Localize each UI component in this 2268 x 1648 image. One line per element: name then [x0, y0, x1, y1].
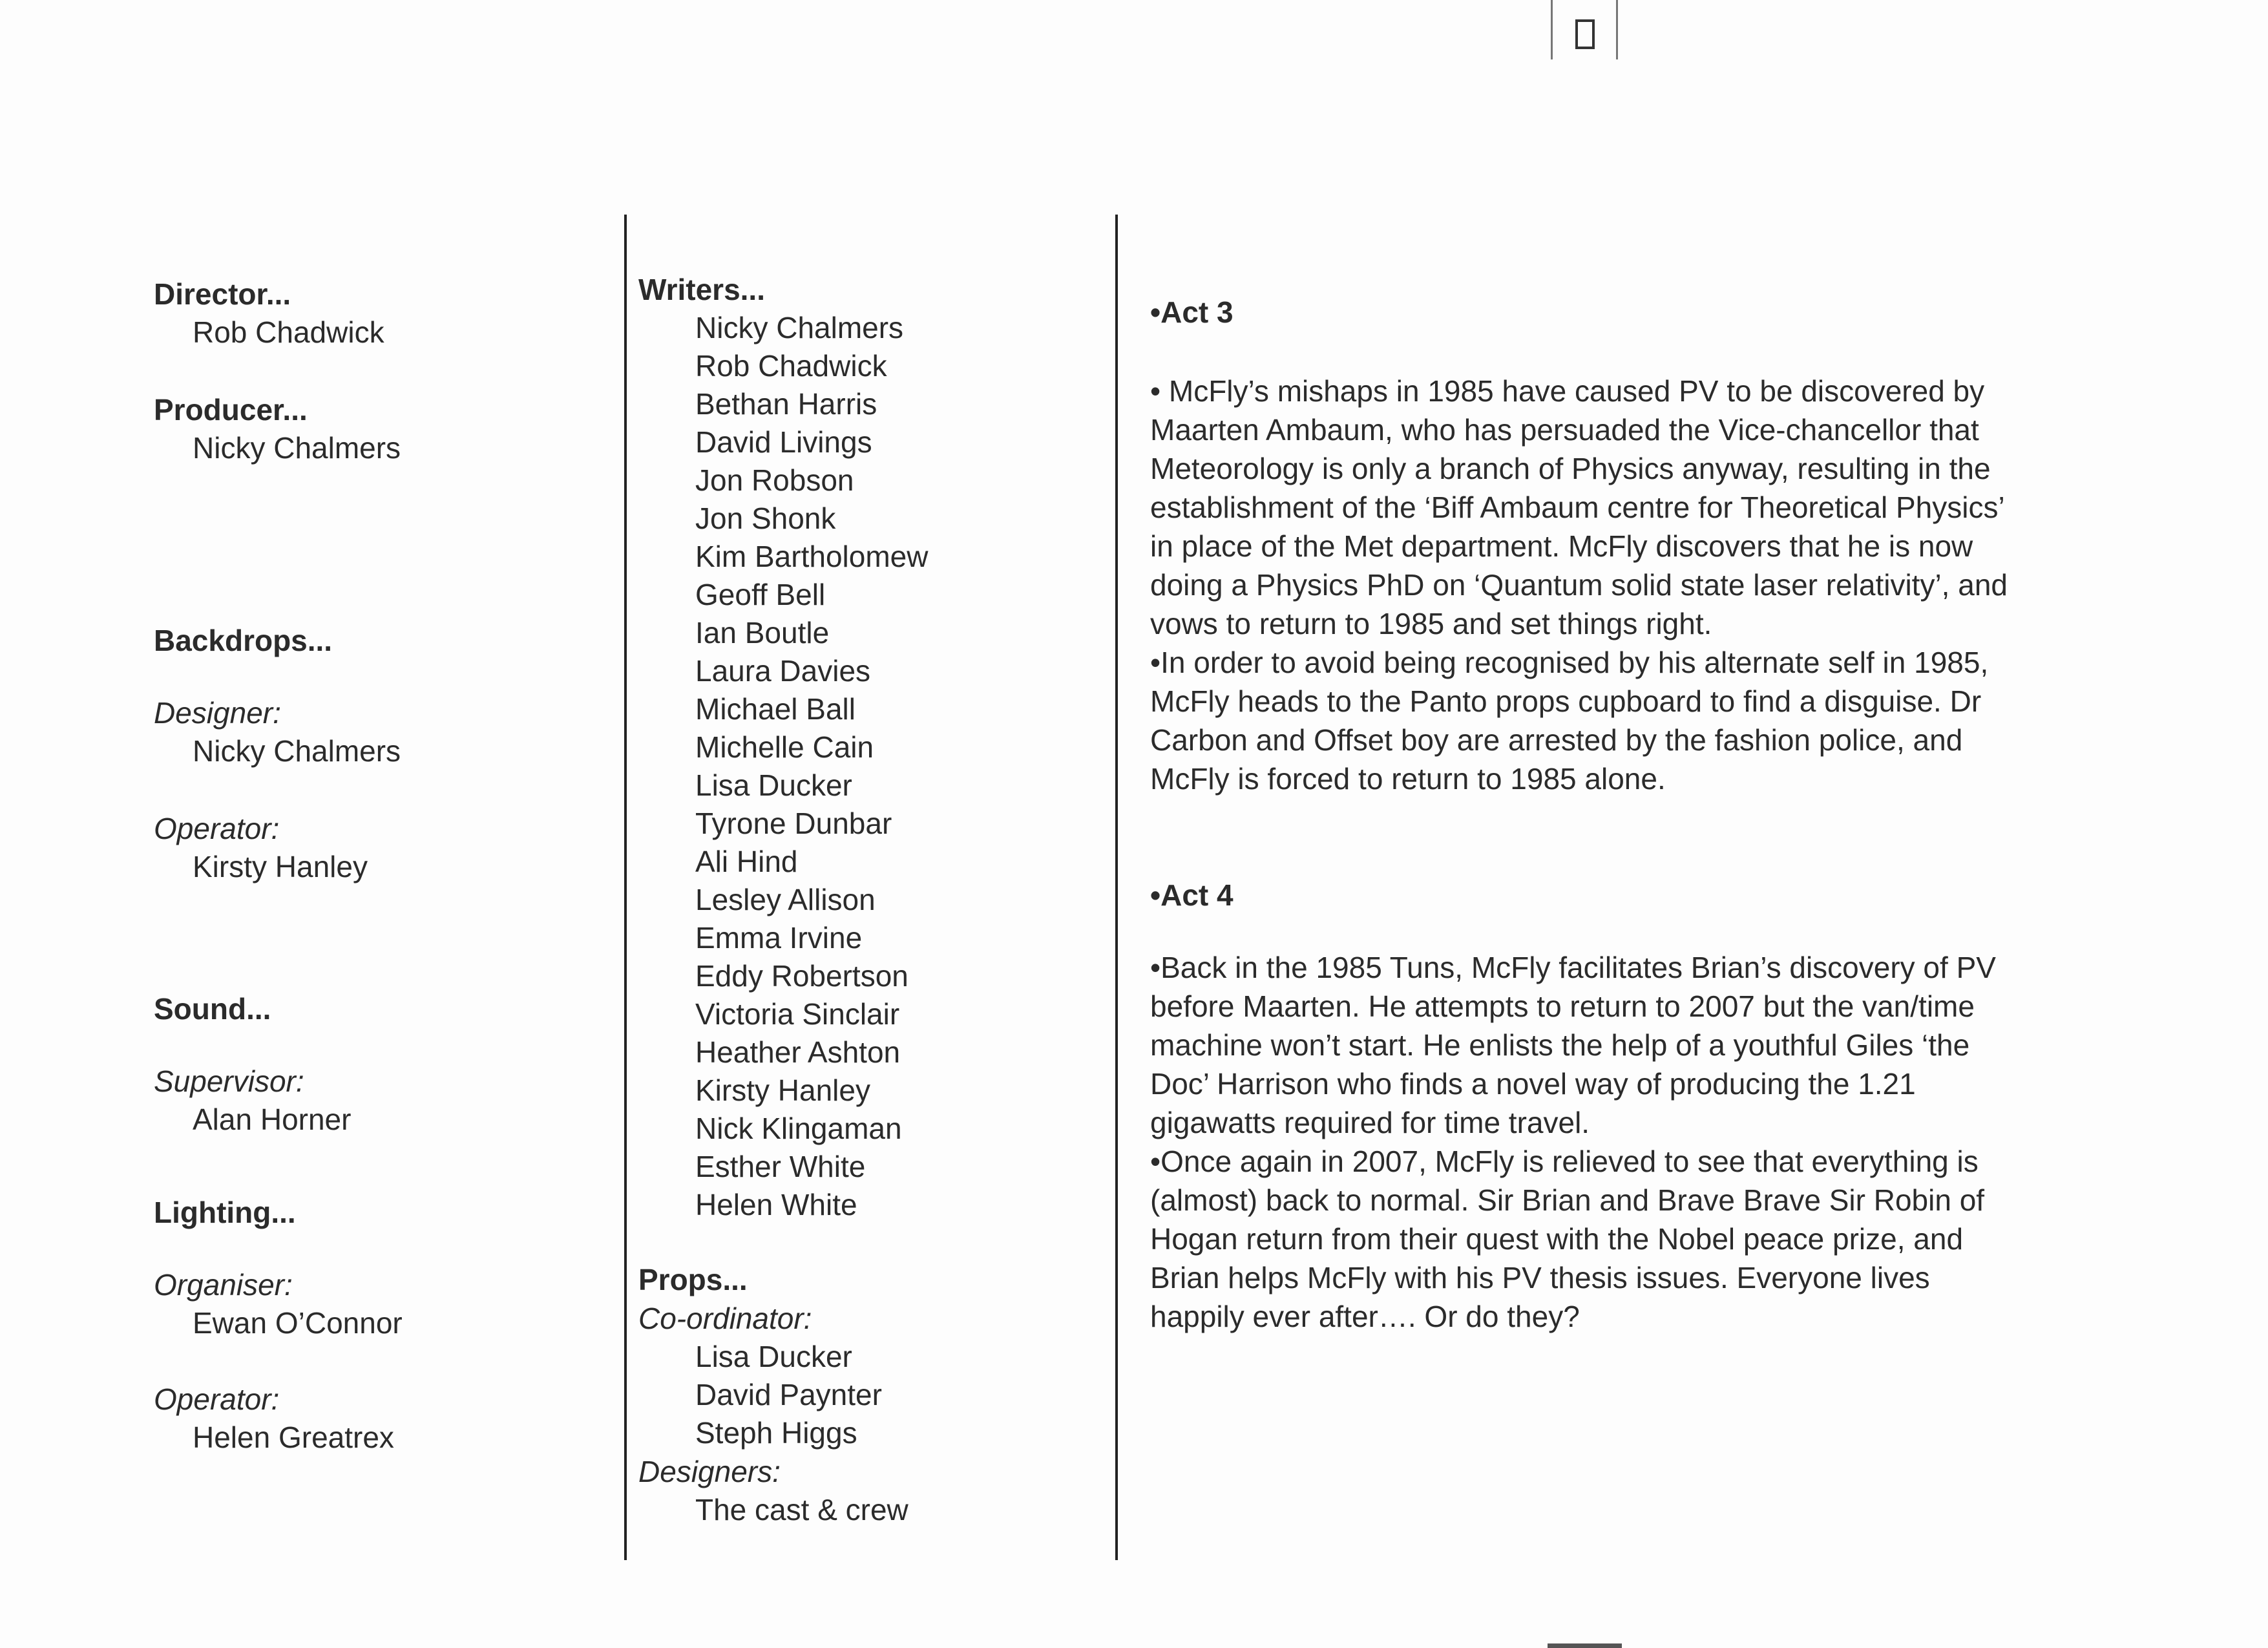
backdrops-section: [154, 621, 606, 886]
sound-section: [154, 989, 606, 1139]
writer-name: Emma Irvine: [695, 921, 863, 955]
act4-paragraph-2: [1150, 1142, 2100, 1336]
sound-supervisor-name: Alan Horner: [193, 1103, 352, 1136]
writer-name: Lisa Ducker: [695, 768, 852, 802]
text-line: •Back in the 1985 Tuns, McFly facilitates Brian’s discovery of PV: [1150, 951, 1996, 984]
binder-edge-mark: [1548, 1643, 1622, 1648]
writer-name: Michelle Cain: [695, 730, 874, 764]
text-line: •In order to avoid being recognised by his alternate self in 1985,: [1150, 646, 1989, 679]
props-designers-name: The cast & crew: [695, 1493, 908, 1527]
text-line: Carbon and Offset boy are arrested by the fashion police, and: [1150, 723, 1963, 757]
director-section: [154, 275, 606, 352]
backdrops-designer-name: Nicky Chalmers: [193, 734, 401, 768]
writers-heading: Writers...: [638, 273, 765, 306]
backdrops-operator-name: Kirsty Hanley: [193, 850, 368, 883]
writer-name: Kim Bartholomew: [695, 540, 929, 573]
act3-heading: •Act 3: [1150, 295, 1234, 329]
text-line: (almost) back to normal. Sir Brian and Brave Brave Sir Robin of: [1150, 1183, 1985, 1217]
act4-paragraph-1: [1150, 948, 2100, 1142]
lighting-section: [154, 1193, 606, 1457]
credits-left-column: [154, 275, 606, 1457]
director-heading: Director...: [154, 277, 291, 311]
text-line: • McFly’s mishaps in 1985 have caused PV to be discovered by: [1150, 374, 1985, 408]
writer-name: Nick Klingaman: [695, 1112, 902, 1145]
writers-section: [638, 270, 1091, 1224]
lighting-operator-name: Helen Greatrex: [193, 1421, 394, 1454]
text-line: vows to return to 1985 and set things right.: [1150, 607, 1712, 640]
writer-name: Helen White: [695, 1188, 857, 1221]
lighting-organiser-label: Organiser:: [154, 1268, 293, 1302]
binder-tab: [1551, 0, 1618, 59]
lighting-heading: Lighting...: [154, 1196, 296, 1229]
act3-paragraph-2: [1150, 643, 2100, 798]
writer-name: David Livings: [695, 425, 872, 459]
props-designers-label: Designers:: [638, 1455, 781, 1488]
text-line: Doc’ Harrison who finds a novel way of producing the 1.21: [1150, 1067, 1916, 1101]
props-coordinator-name: Lisa Ducker: [695, 1340, 852, 1373]
act3-section: [1150, 293, 2100, 798]
text-line: machine won’t start. He enlists the help of a youthful Giles ‘the: [1150, 1028, 1970, 1062]
writer-name: Nicky Chalmers: [695, 311, 904, 344]
text-line: before Maarten. He attempts to return to 2007 but the van/time: [1150, 989, 1975, 1023]
writer-name: Rob Chadwick: [695, 349, 887, 383]
act4-heading: •Act 4: [1150, 878, 1234, 912]
credits-middle-column: [638, 270, 1091, 1529]
props-coordinator-name: Steph Higgs: [695, 1416, 857, 1450]
writer-name: Jon Robson: [695, 463, 854, 497]
column-divider-right: [1115, 215, 1118, 1560]
writer-name: Ian Boutle: [695, 616, 830, 650]
column-divider-left: [624, 215, 627, 1560]
writer-name: Geoff Bell: [695, 578, 826, 611]
text-line: gigawatts required for time travel.: [1150, 1106, 1590, 1139]
writer-name: Esther White: [695, 1150, 866, 1183]
writer-name: Kirsty Hanley: [695, 1073, 870, 1107]
director-name: Rob Chadwick: [193, 315, 384, 349]
text-line: in place of the Met department. McFly discovers that he is now: [1150, 529, 1973, 563]
backdrops-designer-label: Designer:: [154, 696, 281, 730]
writer-name: Michael Ball: [695, 692, 856, 726]
text-line: happily ever after…. Or do they?: [1150, 1300, 1580, 1333]
text-line: Hogan return from their quest with the Nobel peace prize, and: [1150, 1222, 1964, 1256]
text-line: •Once again in 2007, McFly is relieved to see that everything is: [1150, 1145, 1979, 1178]
writer-name: Jon Shonk: [695, 502, 836, 535]
writer-name: Lesley Allison: [695, 883, 876, 916]
lighting-organiser-name: Ewan O’Connor: [193, 1306, 403, 1340]
producer-section: [154, 390, 606, 467]
text-line: McFly heads to the Panto props cupboard to find a disguise. Dr: [1150, 684, 1982, 718]
producer-heading: Producer...: [154, 393, 308, 427]
text-line: Maarten Ambaum, who has persuaded the Vice-chancellor that: [1150, 413, 1979, 447]
text-line: doing a Physics PhD on ‘Quantum solid state laser relativity’, and: [1150, 568, 2008, 602]
writers-list: [638, 309, 1091, 1224]
producer-name: Nicky Chalmers: [193, 431, 401, 465]
synopsis-column: [1150, 293, 2100, 1336]
sound-heading: Sound...: [154, 992, 271, 1026]
props-coordinator-label: Co-ordinator:: [638, 1302, 812, 1335]
text-line: Brian helps McFly with his PV thesis issues. Everyone lives: [1150, 1261, 1930, 1294]
writer-name: Victoria Sinclair: [695, 997, 900, 1031]
props-coordinator-name: David Paynter: [695, 1378, 882, 1411]
writer-name: Eddy Robertson: [695, 959, 908, 993]
writer-name: Ali Hind: [695, 845, 798, 878]
lighting-operator-label: Operator:: [154, 1382, 280, 1416]
backdrops-operator-label: Operator:: [154, 812, 280, 845]
props-section: [638, 1260, 1091, 1529]
text-line: McFly is forced to return to 1985 alone.: [1150, 762, 1666, 796]
text-line: establishment of the ‘Biff Ambaum centre for Theoretical Physics’: [1150, 491, 2005, 524]
writer-name: Tyrone Dunbar: [695, 807, 892, 840]
writer-name: Laura Davies: [695, 654, 871, 688]
act3-paragraph-1: [1150, 372, 2100, 643]
backdrops-heading: Backdrops...: [154, 624, 333, 657]
writer-name: Bethan Harris: [695, 387, 877, 421]
writer-name: Heather Ashton: [695, 1035, 901, 1069]
act4-section: [1150, 876, 2100, 1336]
sound-supervisor-label: Supervisor:: [154, 1064, 304, 1098]
box-glyph-icon: [1575, 19, 1595, 49]
text-line: Meteorology is only a branch of Physics anyway, resulting in the: [1150, 452, 1991, 485]
props-heading: Props...: [638, 1263, 748, 1296]
